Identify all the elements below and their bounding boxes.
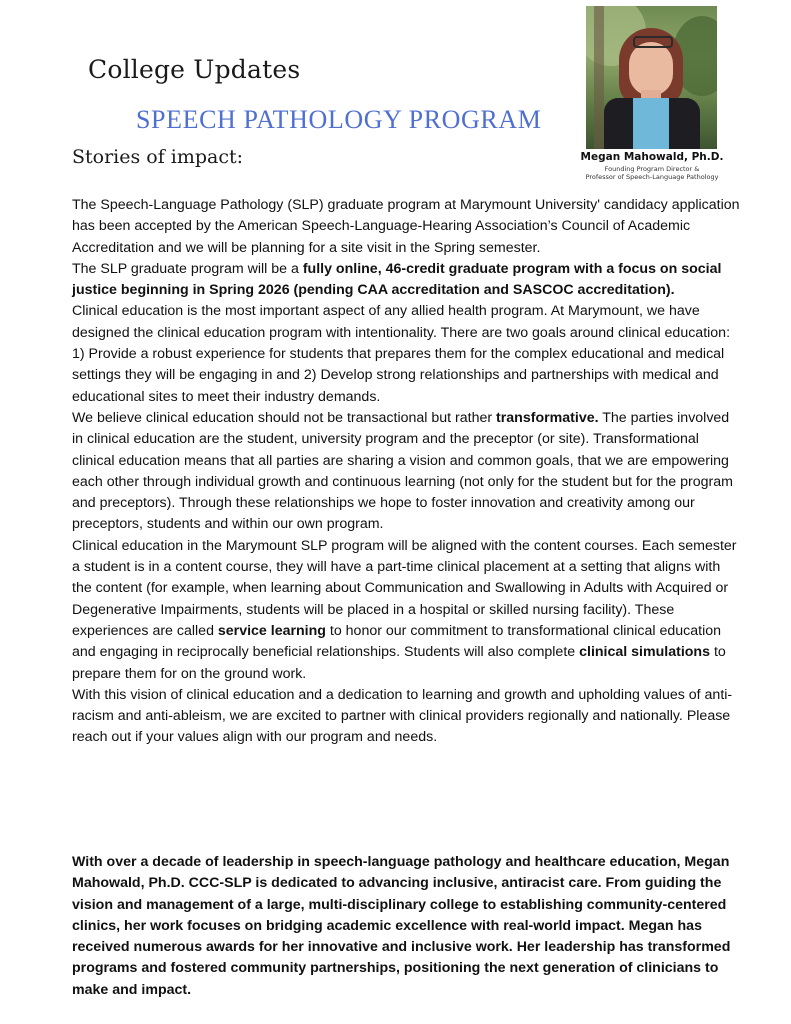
program-title: SPEECH PATHOLOGY PROGRAM [136, 105, 542, 134]
profile-photo [586, 6, 717, 149]
profile-role: Founding Program Director & Professor of Speech-Language Pathology [585, 165, 719, 181]
paragraph-vision: With this vision of clinical education and a dedication to learning and growth and upholding values of anti-racism and anti-ableism, we are excited to partner with clinical providers regionally and nationally. Please reach out if your values align with our program and needs. [72, 686, 733, 746]
stories-heading: Stories of impact: [72, 146, 244, 168]
bio-paragraph: With over a decade of leadership in speech-language pathology and healthcare education, Megan Mahowald, Ph.D. CCC-SLP is dedicated to advancing inclusive, antiracist care. From guiding the vision and management of a large, multi-disciplinary college to establishing community-centered clinics, her work focuses on bridging academic excellence with real-world impact. Megan has received numerous awards for her innovative and inclusive work. Her leadership has transformed programs and fostered community partnerships, positioning the next generation of clinicians to make and impact. [72, 854, 731, 998]
profile-name: Megan Mahowald, Ph.D. [580, 151, 724, 163]
college-updates-title: College Updates [88, 55, 301, 84]
paragraph-candidacy: The Speech-Language Pathology (SLP) graduate program at Marymount University' candidacy application has been accepted by the American Speech-Language-Hearing Association’s Council of Academic Accreditation and we will be planning for a site visit in the Spring semester. [72, 197, 740, 256]
article-body [72, 195, 742, 749]
paragraph-program: The SLP graduate program will be a fully online, 46-credit graduate program with a focus on social justice beginning in Spring 2026 (pending CAA accreditation and SASCOC accreditation). [72, 260, 722, 299]
paragraph-alignment: Clinical education in the Marymount SLP program will be aligned with the content courses. Each semester a student is in a content course, they will have a part-time clinical placement at a setting that aligns with the content (for example, when learning about Communication and Swallowing in Adults with Acquired or Degenerative Impairments, students will be placed in a hospital or skilled nursing facility). These experiences are called service learning to honor our commitment to transformational clinical education and engaging in reciprocally beneficial relationships. Students will also complete clinical simulations to prepare them for on the ground work. [72, 537, 737, 682]
photo-caption [572, 151, 732, 181]
paragraph-clinical-education: Clinical education is the most important aspect of any allied health program. At Marymount, we have designed the clinical education program with intentionality. There are two goals around clinical education: 1) Provide a robust experience for students that prepares them for the complex educational and medical settings they will be engaging in and 2) Develop strong relationships and partnerships with medical and educational sites to meet their industry demands. [72, 303, 731, 405]
paragraph-transformative: We believe clinical education should not be transactional but rather transformative. The parties involved in clinical education are the student, university program and the preceptor (or site). Transformational clinical education means that all parties are sharing a vision and common goals, that we are empowering each other through individual growth and continuous learning (not only for the student but for the program and preceptors). Through these relationships we hope to foster innovation and creativity among our preceptors, students and within our own program. [72, 409, 733, 533]
